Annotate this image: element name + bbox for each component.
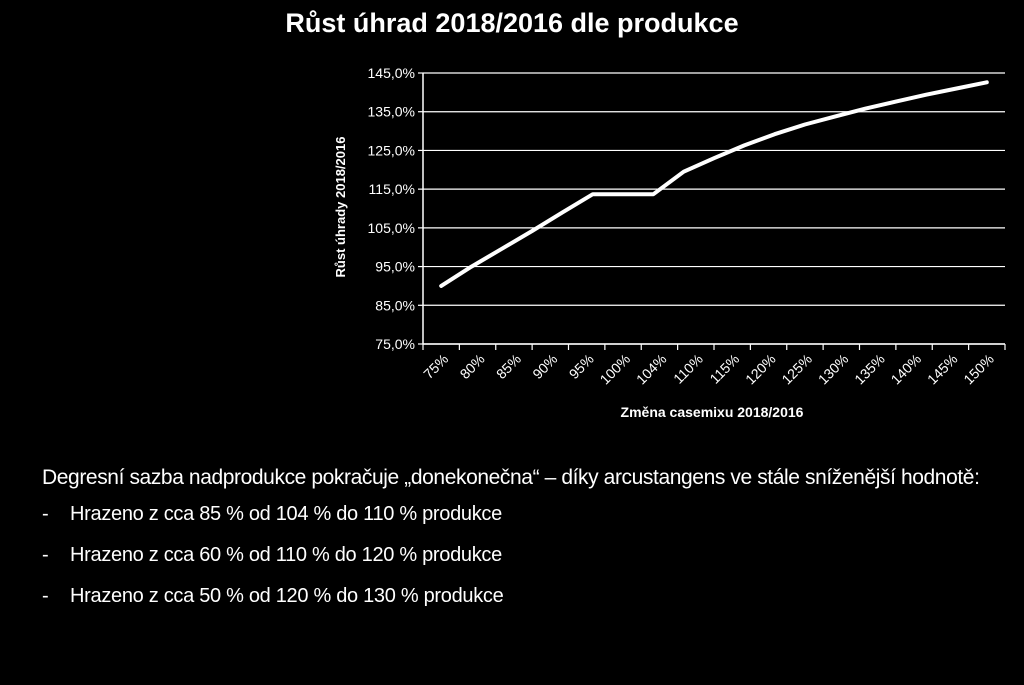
notes-block xyxy=(42,466,1002,617)
y-tick-label: 145,0% xyxy=(367,65,415,81)
x-tick-label: 104% xyxy=(632,350,670,388)
bullet-dash: - xyxy=(42,503,49,525)
y-axis-label: Růst úhrady 2018/2016 xyxy=(333,136,348,278)
x-tick-label: 120% xyxy=(742,350,779,388)
x-tick-label: 85% xyxy=(492,350,525,382)
y-tick-label: 105,0% xyxy=(367,219,415,236)
x-tick-label: 130% xyxy=(814,350,852,388)
x-axis-ticks xyxy=(420,344,1005,387)
x-tick-label: 140% xyxy=(887,350,925,388)
y-tick-label: 115,0% xyxy=(368,181,415,198)
bullet-text: Hrazeno z cca 85 % od 104 % do 110 % produkce xyxy=(70,503,502,525)
bullet-text: Hrazeno z cca 50 % od 120 % do 130 % produkce xyxy=(70,585,504,607)
x-tick-label: 125% xyxy=(778,350,816,388)
x-tick-label: 95% xyxy=(565,350,597,382)
notes-bullets xyxy=(42,494,1002,617)
gridlines xyxy=(423,73,1005,344)
y-tick-label: 135,0% xyxy=(367,103,415,120)
bullet-dash: - xyxy=(42,544,49,566)
notes-heading: Degresní sazba nadprodukce pokračuje „donekonečna“ – díky arcustangens ve stále sníženější hodnotě: xyxy=(42,466,980,489)
bullet-item xyxy=(42,494,1002,535)
y-tick-label: 125,0% xyxy=(367,142,415,159)
x-tick-label: 150% xyxy=(960,350,997,388)
y-tick-label: 85,0% xyxy=(375,297,415,314)
y-tick-label: 75,0% xyxy=(375,336,415,352)
x-axis-label: Změna casemixu 2018/2016 xyxy=(620,404,804,420)
x-tick-label: 145% xyxy=(923,350,961,388)
bullet-item xyxy=(42,535,1002,576)
chart-title: Růst úhrad 2018/2016 dle produkce xyxy=(285,8,739,38)
bullet-text: Hrazeno z cca 60 % od 110 % do 120 % produkce xyxy=(70,544,502,566)
y-axis-ticks xyxy=(368,65,423,352)
bullet-dash: - xyxy=(42,585,49,607)
x-tick-label: 90% xyxy=(529,350,561,382)
x-tick-label: 80% xyxy=(456,350,488,382)
x-tick-label: 135% xyxy=(851,350,888,388)
x-tick-label: 110% xyxy=(670,350,706,387)
x-tick-label: 100% xyxy=(596,350,634,388)
bullet-item xyxy=(42,576,1002,617)
x-tick-label: 115% xyxy=(706,350,743,387)
series-line xyxy=(441,82,987,286)
x-tick-label: 75% xyxy=(420,350,452,382)
y-tick-label: 95,0% xyxy=(375,258,415,275)
